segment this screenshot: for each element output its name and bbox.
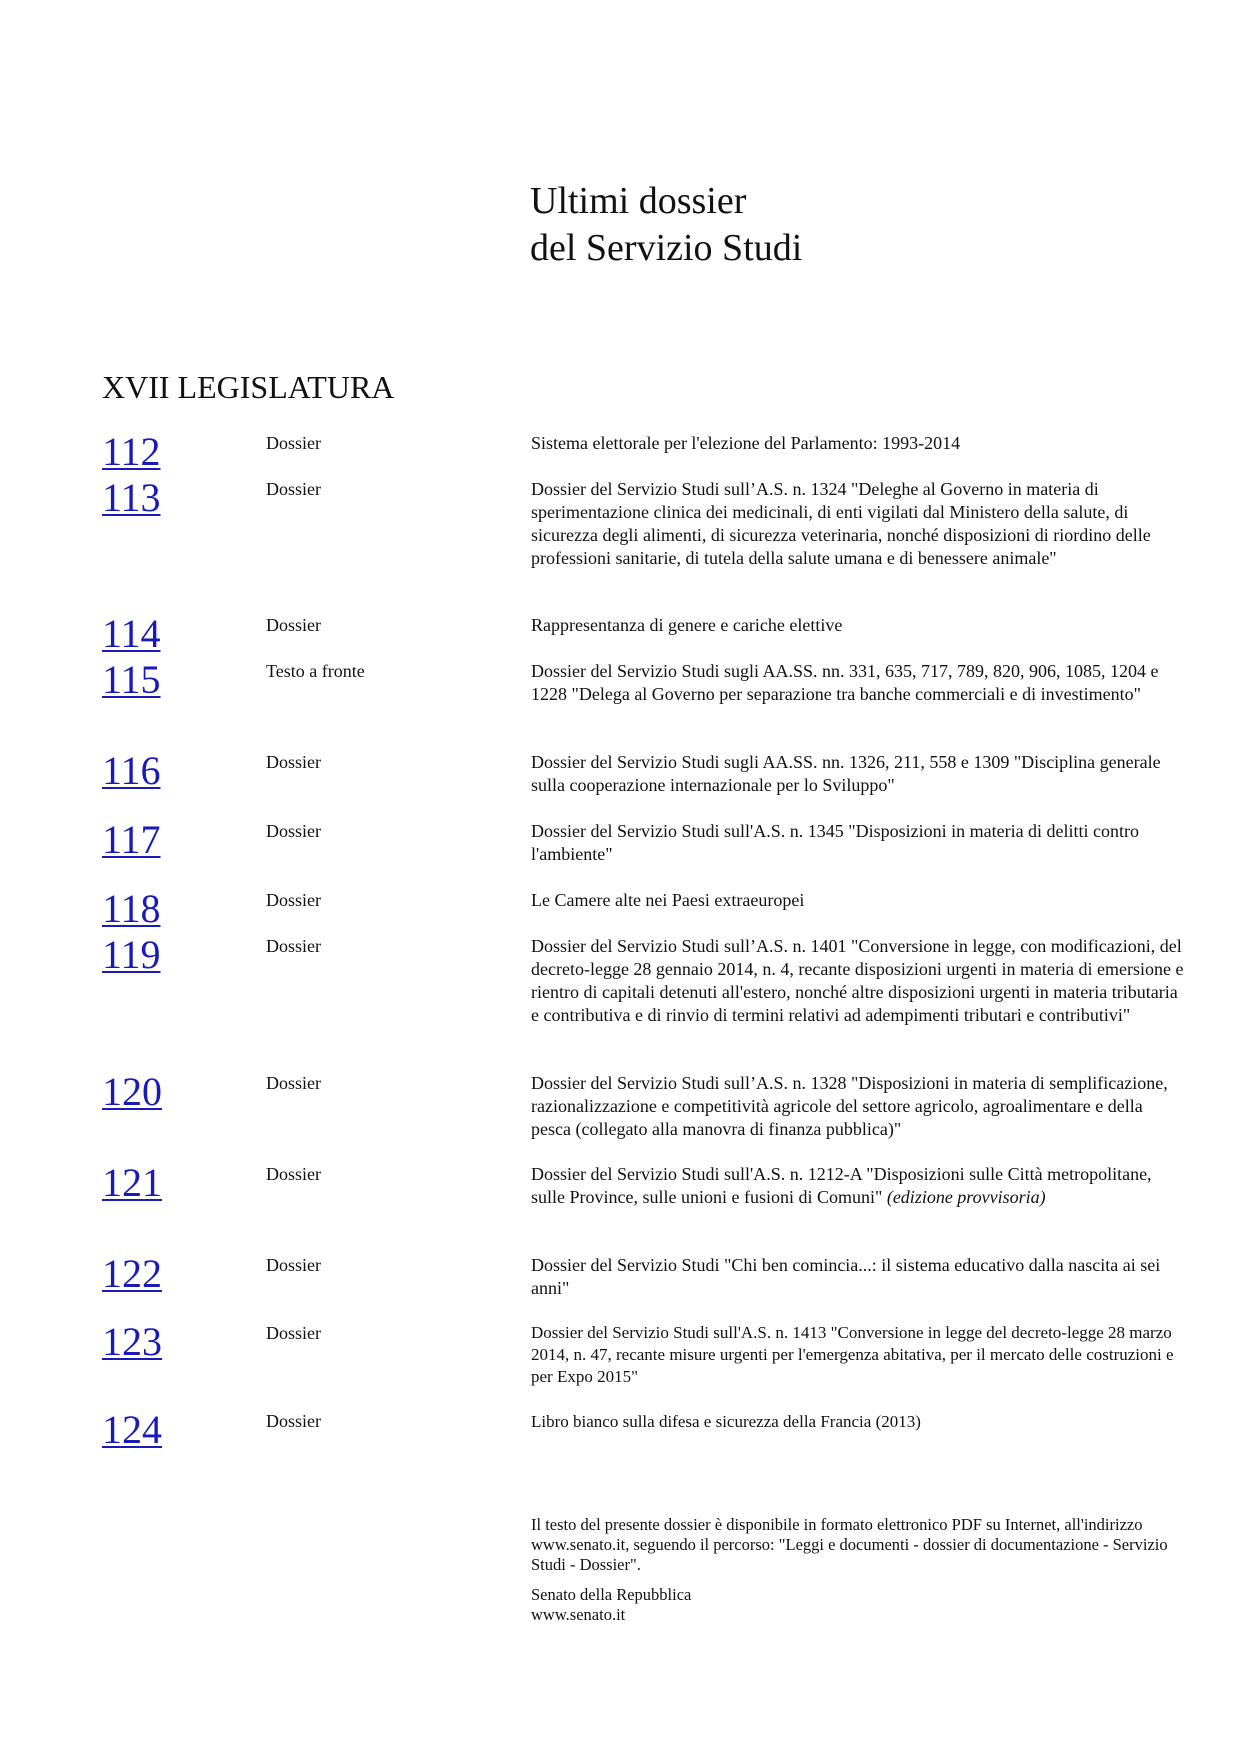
dossier-number-link[interactable]: 118	[102, 886, 161, 931]
dossier-type: Dossier	[266, 821, 321, 841]
dossier-description	[531, 1163, 1186, 1209]
dossier-edition-note: (edizione provvisoria)	[886, 1187, 1046, 1207]
dossier-description: Le Camere alte nei Paesi extraeuropei	[531, 890, 805, 910]
footer-availability-text: Il testo del presente dossier è disponibile in formato elettronico PDF su Internet, all'indirizzo www.senato.it, seguendo il percorso: "Leggi e documenti - dossier di documentazione - Servizio Studi - Dossier".	[531, 1515, 1168, 1574]
dossier-type: Dossier	[266, 433, 321, 453]
dossier-number-link[interactable]: 120	[102, 1069, 162, 1114]
dossier-type: Dossier	[266, 615, 321, 635]
footer-note	[531, 1515, 1191, 1625]
dossier-number-link[interactable]: 116	[102, 748, 161, 793]
dossier-number-link[interactable]: 117	[102, 817, 161, 862]
dossier-description: Rappresentanza di genere e cariche elettive	[531, 615, 843, 635]
dossier-type: Dossier	[266, 936, 321, 956]
dossier-type: Dossier	[266, 1411, 321, 1431]
dossier-description: Libro bianco sulla difesa e sicurezza della Francia (2013)	[531, 1412, 921, 1431]
dossier-number-link[interactable]: 121	[102, 1160, 162, 1205]
dossier-description: Dossier del Servizio Studi sull’A.S. n. 1401 "Conversione in legge, con modificazioni, del decreto-legge 28 gennaio 2014, n. 4, recante disposizioni urgenti in materia di emersione e rientro di capitali detenuti all'estero, nonché altre disposizioni urgenti in materia tributaria e contributiva e di rinvio di termini relativi ad adempimenti tributari e contributivi"	[531, 936, 1184, 1025]
dossier-number-link[interactable]: 115	[102, 657, 161, 702]
legislatura-heading: XVII LEGISLATURA	[102, 369, 395, 405]
dossier-type: Dossier	[266, 1255, 321, 1275]
dossier-number-link[interactable]: 112	[102, 429, 161, 474]
title-line-2: del Servizio Studi	[530, 227, 803, 269]
title-line-1: Ultimi dossier	[530, 180, 747, 222]
dossier-type: Dossier	[266, 1164, 321, 1184]
dossier-type: Dossier	[266, 1323, 321, 1343]
dossier-number-link[interactable]: 114	[102, 611, 161, 656]
dossier-type: Testo a fronte	[266, 661, 365, 681]
dossier-description: Dossier del Servizio Studi sull'A.S. n. 1345 "Disposizioni in materia di delitti contro l'ambiente"	[531, 821, 1140, 864]
dossier-description: Dossier del Servizio Studi "Chi ben comincia...: il sistema educativo dalla nascita ai sei anni"	[531, 1255, 1161, 1298]
dossier-type: Dossier	[266, 1073, 321, 1093]
dossier-number-link[interactable]: 119	[102, 932, 161, 977]
dossier-number-link[interactable]: 123	[102, 1319, 162, 1364]
dossier-description: Dossier del Servizio Studi sull’A.S. n. 1328 "Disposizioni in materia di semplificazione, razionalizzazione e competitività agricole del settore agricolo, agroalimentare e della pesca (collegato alla manovra di finanza pubblica)"	[531, 1073, 1168, 1139]
dossier-description: Sistema elettorale per l'elezione del Parlamento: 1993-2014	[531, 433, 961, 453]
footer-institution: Senato della Repubblica	[531, 1585, 692, 1604]
dossier-description: Dossier del Servizio Studi sull’A.S. n. 1324 "Deleghe al Governo in materia di sperimentazione clinica dei medicinali, di enti vigilati dal Ministero della salute, di sicurezza degli alimenti, di sicurezza veterinaria, nonché disposizioni di riordino delle professioni sanitarie, di tutela della salute umana e di benessere animale"	[531, 479, 1151, 568]
dossier-number-link[interactable]: 122	[102, 1251, 162, 1296]
dossier-description: Dossier del Servizio Studi sull'A.S. n. 1413 "Conversione in legge del decreto-legge 28 marzo 2014, n. 47, recante misure urgenti per l'emergenza abitativa, per il mercato delle costruzioni e per Expo 2015"	[531, 1323, 1174, 1386]
dossier-description: Dossier del Servizio Studi sugli AA.SS. nn. 331, 635, 717, 789, 820, 906, 1085, 1204 e 1228 "Delega al Governo per separazione tra banche commerciali e di investimento"	[531, 661, 1159, 704]
dossier-description: Dossier del Servizio Studi sugli AA.SS. nn. 1326, 211, 558 e 1309 "Disciplina generale sulla cooperazione internazionale per lo Sviluppo"	[531, 752, 1161, 795]
dossier-description-text: Dossier del Servizio Studi sull'A.S. n. 1212-A "Disposizioni sulle Città metropolitane, sulle Province, sulle unioni e fusioni di Comuni"	[531, 1164, 1152, 1207]
footer-website: www.senato.it	[531, 1605, 626, 1624]
page-title	[530, 178, 802, 272]
dossier-type: Dossier	[266, 752, 321, 772]
dossier-type: Dossier	[266, 890, 321, 910]
dossier-number-link[interactable]: 113	[102, 475, 161, 520]
dossier-number-link[interactable]: 124	[102, 1407, 162, 1452]
dossier-type: Dossier	[266, 479, 321, 499]
